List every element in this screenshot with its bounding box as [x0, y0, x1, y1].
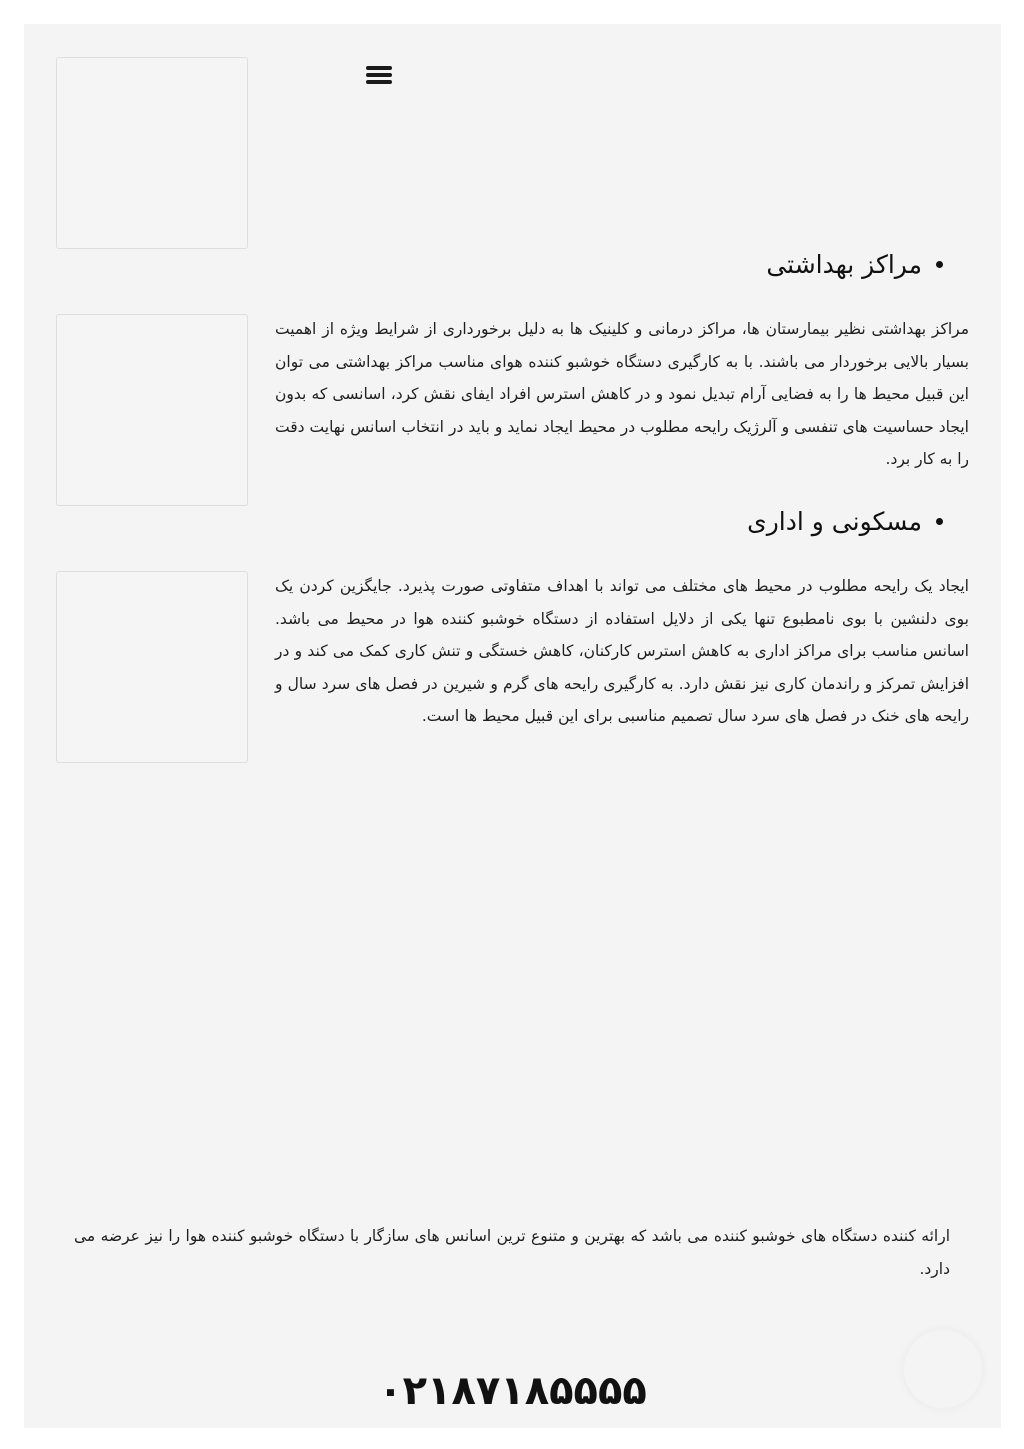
bullet-icon [936, 518, 943, 525]
menu-bar [366, 73, 392, 77]
section-title-text: مراکز بهداشتی [766, 250, 922, 279]
page-container [24, 24, 1001, 1428]
phone-number[interactable]: ۰۲۱۸۷۱۸۵۵۵۵ [378, 1368, 647, 1414]
menu-bar [366, 80, 392, 84]
image-placeholder-health-centers [56, 314, 248, 506]
footer-description: ارائه کننده دستگاه های خوشبو کننده می باشد که بهترین و متنوع ترین اسانس های سازگار با دستگاه خوشبو کننده هوا را نیز عرضه می دارد. [74, 1227, 950, 1278]
section-title-residential-office [443, 507, 943, 536]
hamburger-menu-icon[interactable] [366, 64, 392, 86]
image-placeholder-residential-office [56, 571, 248, 763]
menu-bar [366, 66, 392, 70]
image-placeholder-top [56, 57, 248, 249]
bullet-icon [936, 261, 943, 268]
section-title-text: مسکونی و اداری [747, 507, 922, 536]
section-body-health-centers: مراکز بهداشتی نظیر بیمارستان ها، مراکز درمانی و کلینیک ها به دلیل برخورداری از شرایط ویژه از اهمیت بسیار بالایی برخوردار می باشند. با به کارگیری دستگاه خوشبو کننده هوای مناسب مراکز بهداشتی می توان این قبیل محیط ها را به فضایی آرام تبدیل نمود و در کاهش استرس افراد ایفای نقش کرد، اسانسی که بدون ایجاد حساسیت های تنفسی و آلرژیک رایحه مطلوب در محیط ایجاد نماید و باید در انتخاب اسانس نهایت دقت را به کار برد. [275, 320, 969, 468]
section-title-health-centers [443, 250, 943, 279]
section-body-residential-office: ایجاد یک رایحه مطلوب در محیط های مختلف می تواند با اهداف متفاوتی صورت پذیرد. جایگزین کردن یک بوی دلنشین با بوی نامطبوع تنها یکی از دلایل استفاده از دستگاه خوشبو کننده هوا در محیط می باشد. اسانس مناسب برای مراکز اداری به کاهش استرس کارکنان، کاهش خستگی و تنش کاری کمک می کند و در افزایش تمرکز و راندمان کاری نیز نقش دارد. به کارگیری رایحه های گرم و شیرین در فصل های سرد سال و رایحه های خنک در فصل های سرد سال تصمیم مناسبی برای این قبیل محیط ها است. [275, 577, 969, 725]
